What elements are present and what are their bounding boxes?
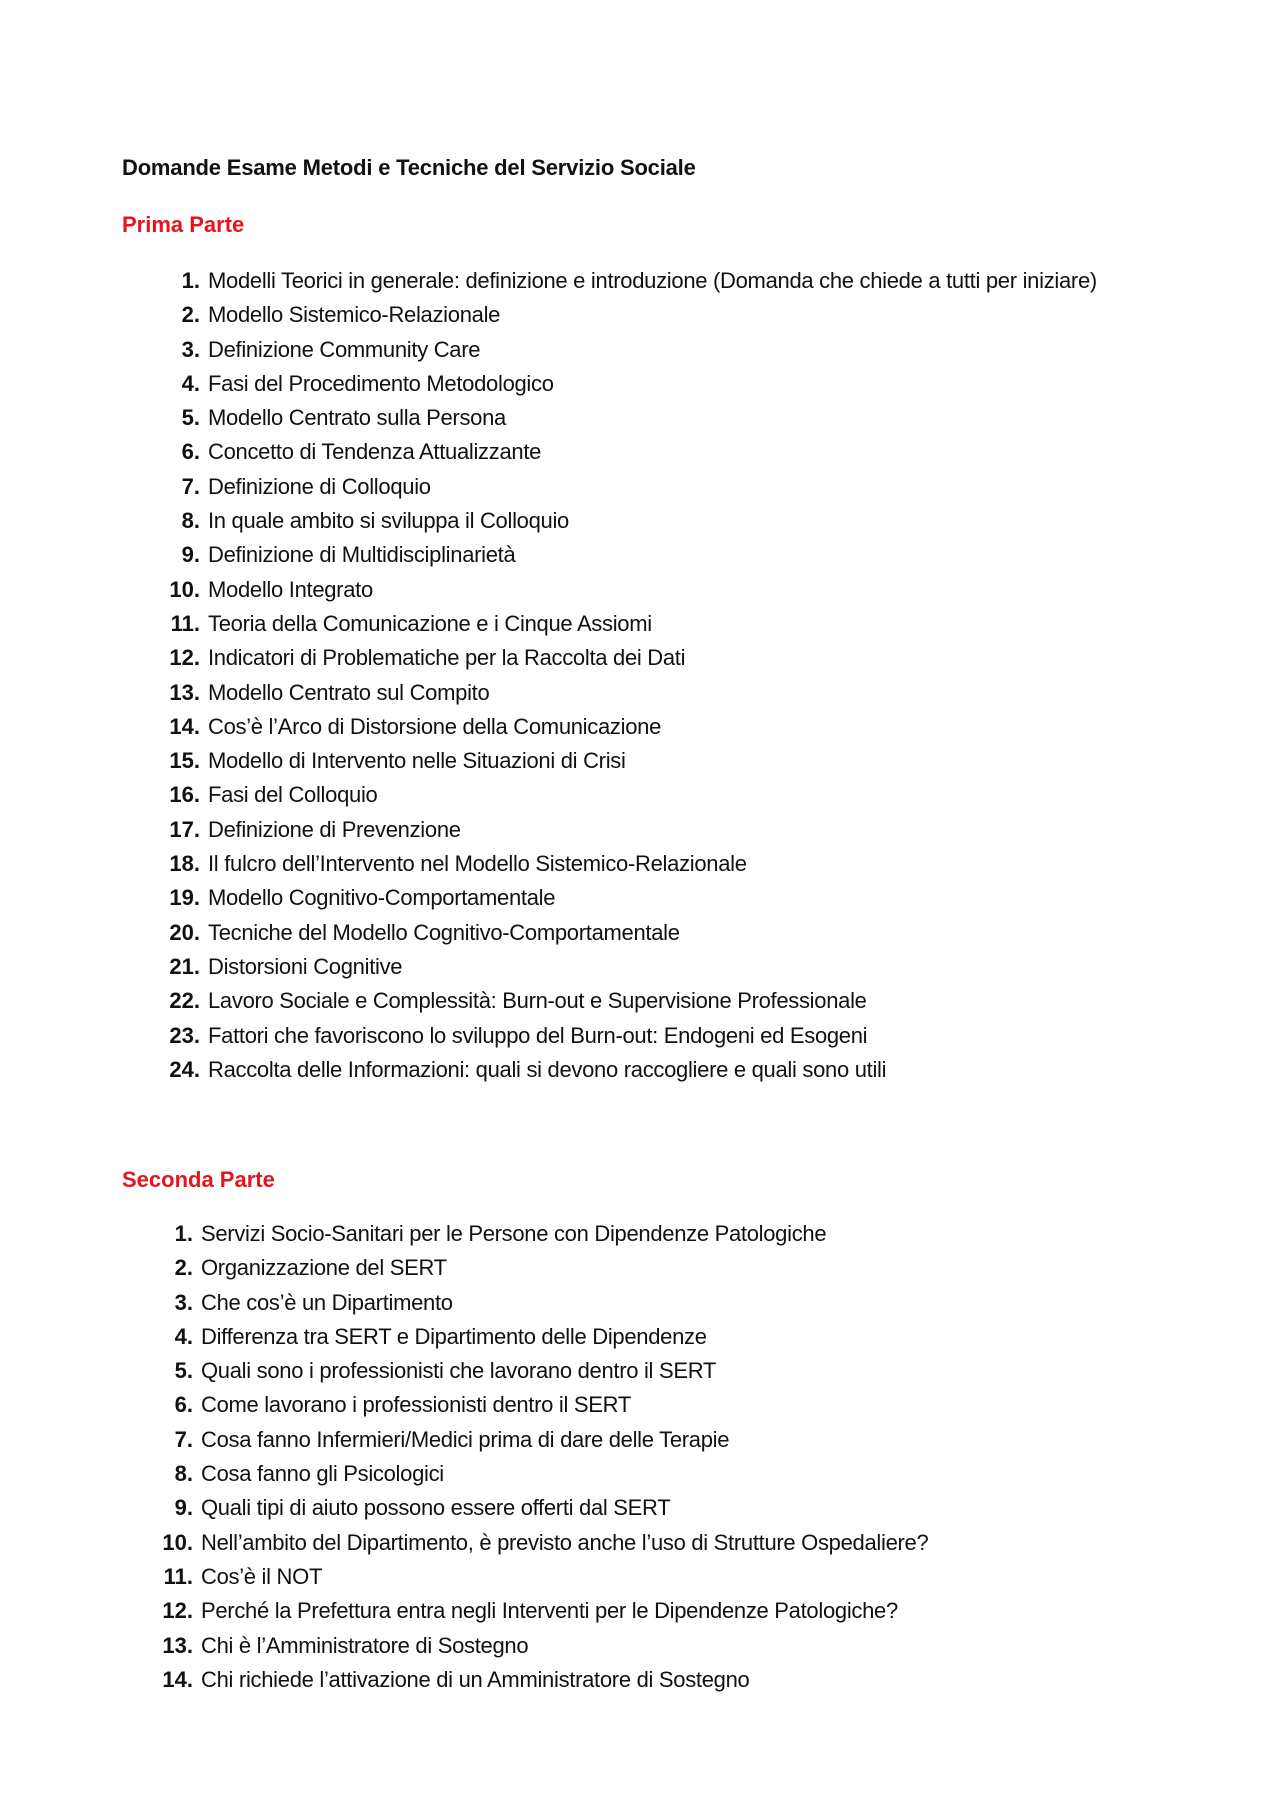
- list-item: [150, 645, 1097, 679]
- list-item-number: 8.: [174, 1461, 193, 1487]
- list-item-number: 18.: [169, 851, 200, 877]
- list-item: [150, 1461, 928, 1495]
- list-item-number: 16.: [169, 782, 200, 808]
- list-item-text: Fattori che favoriscono lo sviluppo del Burn-out: Endogeni ed Esogeni: [208, 1022, 868, 1048]
- list-item: [150, 577, 1097, 611]
- list-item-number: 10.: [169, 576, 200, 602]
- list-item-text: Cosa fanno gli Psicologici: [201, 1461, 444, 1487]
- list-item-text: Modello di Intervento nelle Situazioni di Crisi: [208, 748, 626, 774]
- list-item: [150, 1290, 928, 1324]
- list-item: [150, 1057, 1097, 1091]
- list-item: [150, 268, 1097, 302]
- list-item-number: 13.: [169, 679, 200, 705]
- section-heading-prima-parte: Prima Parte: [122, 212, 245, 237]
- list-item-number: 1.: [174, 1221, 193, 1246]
- list-item: [150, 371, 1097, 405]
- list-item: [150, 817, 1097, 851]
- list-item-number: 2.: [181, 302, 200, 328]
- list-item-number: 5.: [181, 405, 200, 431]
- list-item-number: 4.: [174, 1323, 193, 1349]
- list-item-number: 8.: [181, 508, 200, 534]
- list-item-number: 17.: [169, 816, 200, 842]
- list-item-text: Servizi Socio-Sanitari per le Persone con Dipendenze Patologiche: [201, 1221, 827, 1246]
- list-item-text: Indicatori di Problematiche per la Raccolta dei Dati: [208, 645, 686, 671]
- list-item-text: Cos’è l’Arco di Distorsione della Comunicazione: [208, 713, 662, 739]
- section-heading-seconda-parte: Seconda Parte: [122, 1167, 275, 1192]
- list-item-text: Cos’è il NOT: [201, 1563, 323, 1589]
- list-item: [150, 1358, 928, 1392]
- list-item: [150, 1667, 928, 1701]
- list-item: [150, 782, 1097, 816]
- list-item-text: Fasi del Colloquio: [208, 782, 378, 808]
- list-item: [150, 302, 1097, 336]
- list-item-text: Organizzazione del SERT: [201, 1255, 447, 1281]
- list-item-text: Differenza tra SERT e Dipartimento delle Dipendenze: [201, 1323, 707, 1349]
- list-item: [150, 1495, 928, 1529]
- list-item-number: 19.: [169, 885, 200, 911]
- list-item-text: Quali tipi di aiuto possono essere offerti dal SERT: [201, 1495, 671, 1521]
- list-item-text: In quale ambito si sviluppa il Colloquio: [208, 508, 569, 534]
- list-item-text: Definizione di Prevenzione: [208, 816, 461, 842]
- list-item-number: 12.: [169, 645, 200, 671]
- list-item-number: 6.: [181, 439, 200, 465]
- list-item: [150, 680, 1097, 714]
- list-item-number: 21.: [169, 953, 200, 979]
- list-item: [150, 405, 1097, 439]
- list-item: [150, 508, 1097, 542]
- list-item-number: 12.: [162, 1598, 193, 1624]
- list-item-text: Definizione di Multidisciplinarietà: [208, 542, 516, 568]
- list-item: [150, 851, 1097, 885]
- list-item-text: Nell’ambito del Dipartimento, è previsto anche l’uso di Strutture Ospedaliere?: [201, 1529, 929, 1555]
- list-item-text: Quali sono i professionisti che lavorano dentro il SERT: [201, 1358, 717, 1384]
- list-item-number: 3.: [174, 1289, 193, 1315]
- list-item-number: 11.: [163, 1563, 193, 1589]
- list-item: [150, 474, 1097, 508]
- list-item: [150, 1598, 928, 1632]
- list-item-text: Teoria della Comunicazione e i Cinque Assiomi: [208, 610, 652, 636]
- list-item-number: 1.: [181, 268, 200, 293]
- list-item: [150, 1324, 928, 1358]
- list-item-number: 7.: [174, 1426, 193, 1452]
- list-item-text: Tecniche del Modello Cognitivo-Comportamentale: [208, 919, 680, 945]
- list-item: [150, 337, 1097, 371]
- list-item: [150, 1023, 1097, 1057]
- list-item-text: Modello Centrato sul Compito: [208, 679, 490, 705]
- list-item-number: 3.: [181, 336, 200, 362]
- list-item: [150, 885, 1097, 919]
- list-item: [150, 954, 1097, 988]
- list-item-text: Modello Centrato sulla Persona: [208, 405, 506, 431]
- list-item: [150, 748, 1097, 782]
- list-item-number: 4.: [181, 370, 200, 396]
- list-item: [150, 714, 1097, 748]
- list-item-number: 11.: [170, 610, 200, 636]
- list-item-text: Definizione Community Care: [208, 336, 481, 362]
- question-list-seconda-parte: [150, 1221, 928, 1701]
- list-item-number: 13.: [162, 1632, 193, 1658]
- list-item-number: 5.: [174, 1358, 193, 1384]
- list-item-text: Modello Integrato: [208, 576, 373, 602]
- list-item: [150, 542, 1097, 576]
- list-item: [150, 1633, 928, 1667]
- list-item: [150, 611, 1097, 645]
- list-item: [150, 1221, 928, 1255]
- document-title: Domande Esame Metodi e Tecniche del Servizio Sociale: [122, 155, 696, 180]
- list-item-number: 24.: [169, 1056, 200, 1082]
- list-item-number: 23.: [169, 1022, 200, 1048]
- list-item-number: 22.: [169, 988, 200, 1014]
- list-item-number: 9.: [181, 542, 200, 568]
- list-item-number: 9.: [174, 1495, 193, 1521]
- list-item-text: Modelli Teorici in generale: definizione e introduzione (Domanda che chiede a tutti per iniziare): [208, 268, 1097, 293]
- list-item-number: 20.: [169, 919, 200, 945]
- list-item: [150, 1255, 928, 1289]
- list-item: [150, 439, 1097, 473]
- list-item-text: Fasi del Procedimento Metodologico: [208, 370, 554, 396]
- list-item-text: Distorsioni Cognitive: [208, 953, 403, 979]
- list-item-text: Raccolta delle Informazioni: quali si devono raccogliere e quali sono utili: [208, 1056, 887, 1082]
- list-item-number: 2.: [174, 1255, 193, 1281]
- list-item-number: 14.: [169, 713, 200, 739]
- list-item-text: Modello Sistemico-Relazionale: [208, 302, 501, 328]
- list-item: [150, 1530, 928, 1564]
- list-item: [150, 1392, 928, 1426]
- list-item: [150, 920, 1097, 954]
- list-item-number: 15.: [169, 748, 200, 774]
- list-item-text: Concetto di Tendenza Attualizzante: [208, 439, 542, 465]
- list-item-number: 7.: [181, 473, 200, 499]
- list-item-number: 10.: [162, 1529, 193, 1555]
- list-item-text: Definizione di Colloquio: [208, 473, 431, 499]
- question-list-prima-parte: [150, 268, 1097, 1091]
- list-item-text: Modello Cognitivo-Comportamentale: [208, 885, 556, 911]
- list-item-text: Chi è l’Amministratore di Sostegno: [201, 1632, 529, 1658]
- list-item-text: Come lavorano i professionisti dentro il SERT: [201, 1392, 631, 1418]
- list-item-text: Chi richiede l’attivazione di un Amministratore di Sostegno: [201, 1666, 750, 1692]
- list-item-text: Il fulcro dell’Intervento nel Modello Sistemico-Relazionale: [208, 851, 747, 877]
- list-item-number: 14.: [162, 1666, 193, 1692]
- list-item-text: Perché la Prefettura entra negli Interventi per le Dipendenze Patologiche?: [201, 1598, 898, 1624]
- list-item-number: 6.: [174, 1392, 193, 1418]
- list-item-text: Cosa fanno Infermieri/Medici prima di dare delle Terapie: [201, 1426, 730, 1452]
- list-item: [150, 1564, 928, 1598]
- list-item: [150, 1427, 928, 1461]
- list-item: [150, 988, 1097, 1022]
- list-item-text: Lavoro Sociale e Complessità: Burn-out e Supervisione Professionale: [208, 988, 867, 1014]
- list-item-text: Che cos’è un Dipartimento: [201, 1289, 453, 1315]
